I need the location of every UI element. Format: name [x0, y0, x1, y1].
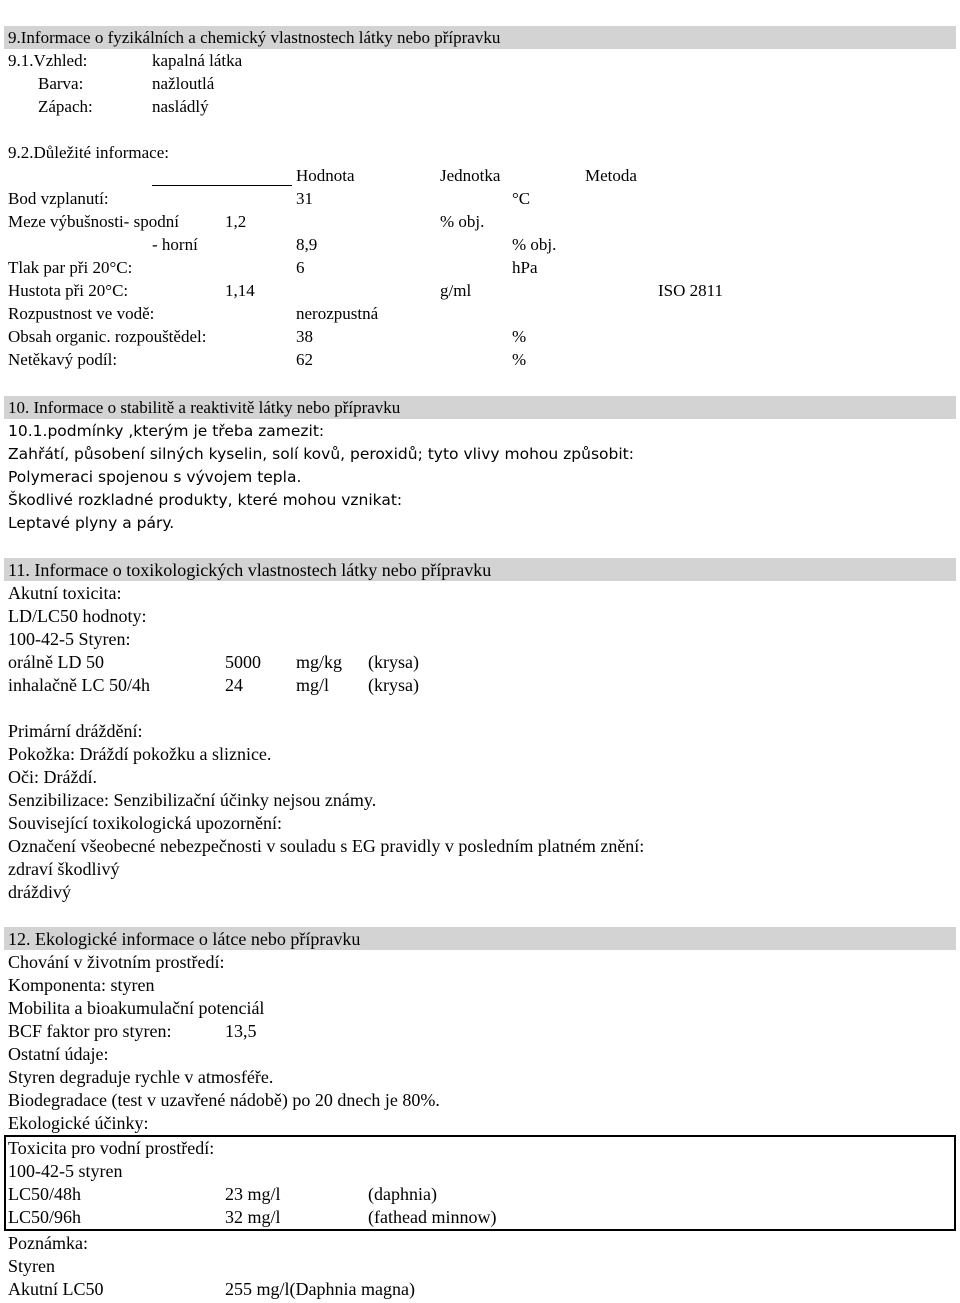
appearance-label: 9.1.Vzhled:: [8, 51, 88, 70]
text-line: Oči: Dráždí.: [8, 767, 97, 787]
bcf-value: 13,5: [225, 1021, 257, 1041]
density-label: Hustota při 20°C:: [8, 281, 129, 300]
text-line: Primární dráždění:: [8, 721, 143, 741]
text-line: Biodegradace (test v uzavřené nádobě) po 20 dnech je 80%.: [8, 1090, 440, 1110]
bcf-label: BCF faktor pro styren:: [8, 1021, 172, 1041]
text-line: Akutní toxicita:: [8, 583, 122, 603]
aquatic-toxicity-substance: 100-42-5 styren: [8, 1161, 123, 1181]
text-line: Označení všeobecné nebezpečnosti v souladu s EG pravidly v posledním platném znění:: [8, 836, 645, 856]
section-11-heading: 11. Informace o toxikologických vlastnostech látky nebo přípravku: [8, 560, 492, 580]
non-volatile-label: Netěkavý podíl:: [8, 350, 118, 369]
text-line: Polymeraci spojenou s vývojem tepla.: [8, 468, 302, 486]
non-volatile-unit: %: [512, 350, 527, 369]
vapor-pressure-value: 6: [296, 258, 305, 277]
tox-row-species: (krysa): [368, 675, 419, 695]
text-line: zdraví škodlivý: [8, 859, 120, 879]
flash-point-value: 31: [296, 189, 313, 208]
text-line: Komponenta: styren: [8, 975, 155, 995]
section-12-heading: 12. Ekologické informace o látce nebo přípravku: [8, 929, 361, 949]
text-line: LD/LC50 hodnoty:: [8, 606, 147, 626]
aquatic-row-species: (fathead minnow): [368, 1207, 497, 1227]
flash-point-unit: °C: [512, 189, 531, 208]
vapor-pressure-unit: hPa: [512, 258, 538, 277]
text-line: Mobilita a bioakumulační potenciál: [8, 998, 265, 1018]
important-info-label: 9.2.Důležité informace:: [8, 143, 169, 162]
density-value: 1,14: [225, 281, 255, 300]
text-line: Leptavé plyny a páry.: [8, 514, 175, 532]
density-method: ISO 2811: [658, 281, 724, 300]
tox-row-unit: mg/l: [296, 675, 330, 695]
explosion-limit-upper-label: - horní: [152, 235, 198, 254]
tox-row-value: 24: [225, 675, 243, 695]
acute-lc50-label: Akutní LC50: [8, 1279, 104, 1299]
column-header-method: Metoda: [585, 166, 637, 185]
water-solubility-value: nerozpustná: [296, 304, 379, 323]
note-label: Poznámka:: [8, 1233, 88, 1253]
density-unit: g/ml: [440, 281, 472, 300]
aquatic-row-species: (daphnia): [368, 1184, 437, 1204]
tox-row-value: 5000: [225, 652, 261, 672]
solvent-content-unit: %: [512, 327, 527, 346]
text-line: 100-42-5 Styren:: [8, 629, 131, 649]
aquatic-row-label: LC50/48h: [8, 1184, 82, 1204]
tox-row-unit: mg/kg: [296, 652, 343, 672]
non-volatile-value: 62: [296, 350, 313, 369]
text-line: Pokožka: Dráždí pokožku a sliznice.: [8, 744, 272, 764]
solvent-content-label: Obsah organic. rozpouštědel:: [8, 327, 207, 346]
explosion-limit-lower-label: Meze výbušnosti- spodní: [8, 212, 179, 231]
acute-lc50-value: 255 mg/l(Daphnia magna): [225, 1279, 415, 1299]
appearance-value: kapalná látka: [152, 51, 243, 70]
note-substance: Styren: [8, 1256, 55, 1276]
aquatic-row-label: LC50/96h: [8, 1207, 82, 1227]
solvent-content-value: 38: [296, 327, 313, 346]
tox-row-label: orálně LD 50: [8, 652, 104, 672]
text-line: Ekologické účinky:: [8, 1113, 149, 1133]
text-line: Škodlivé rozkladné produkty, které mohou vznikat:: [8, 491, 403, 509]
tox-row-species: (krysa): [368, 652, 419, 672]
text-line: dráždivý: [8, 882, 71, 902]
odor-value: nasládlý: [152, 97, 209, 116]
text-line: Ostatní údaje:: [8, 1044, 109, 1064]
explosion-limit-lower-unit: % obj.: [440, 212, 485, 231]
odor-label: Zápach:: [38, 97, 93, 116]
column-header-value: Hodnota: [296, 166, 355, 185]
tox-row-label: inhalačně LC 50/4h: [8, 675, 150, 695]
text-line: Zahřátí, působení silných kyselin, solí kovů, peroxidů; tyto vlivy mohou způsobit:: [8, 445, 634, 463]
aquatic-toxicity-title: Toxicita pro vodní prostředí:: [8, 1138, 215, 1158]
explosion-limit-upper-unit: % obj.: [512, 235, 557, 254]
water-solubility-label: Rozpustnost ve vodě:: [8, 304, 155, 323]
text-line: Senzibilizace: Senzibilizační účinky nejsou známy.: [8, 790, 377, 810]
vapor-pressure-label: Tlak par při 20°C:: [8, 258, 133, 277]
text-line: 10.1.podmínky ,kterým je třeba zamezit:: [8, 422, 325, 440]
text-line: Styren degraduje rychle v atmosféře.: [8, 1067, 274, 1087]
explosion-limit-lower-value: 1,2: [225, 212, 247, 231]
color-value: nažloutlá: [152, 74, 215, 93]
explosion-limit-upper-value: 8,9: [296, 235, 318, 254]
aquatic-row-value: 23 mg/l: [225, 1184, 281, 1204]
flash-point-label: Bod vzplanutí:: [8, 189, 109, 208]
color-label: Barva:: [38, 74, 84, 93]
column-header-unit: Jednotka: [440, 166, 501, 185]
aquatic-row-value: 32 mg/l: [225, 1207, 281, 1227]
text-line: Související toxikologická upozornění:: [8, 813, 282, 833]
section-10-heading: 10. Informace o stabilitě a reaktivitě látky nebo přípravku: [8, 398, 401, 417]
column-header-rule: [152, 185, 292, 186]
section-9-heading: 9.Informace o fyzikálních a chemický vlastnostech látky nebo přípravku: [8, 28, 501, 47]
text-line: Chování v životním prostředí:: [8, 952, 225, 972]
